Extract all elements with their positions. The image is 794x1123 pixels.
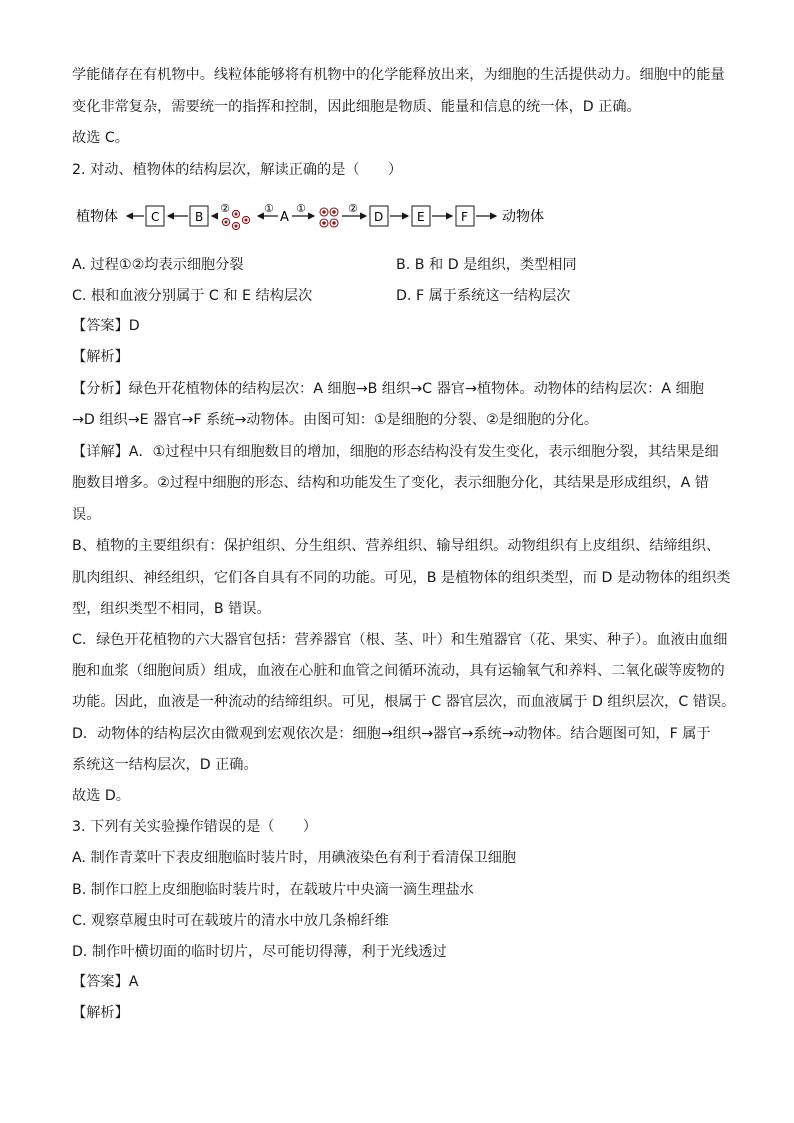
q2-fenxi-line-2: →D 组织→E 器官→F 系统→动物体。由图可知：①是细胞的分裂、②是细胞的分化。: [72, 412, 599, 428]
box-c-label: C: [151, 210, 160, 224]
q2-detail-c-line-2: 胞和血浆（细胞间质）组成，血液在心脏和血管之间循环流动，具有运输氧气和养料、二氧化碳等废物的: [72, 663, 725, 679]
q3-option-c: C. 观察草履虫时可在载玻片的清水中放几条棉纤维: [72, 913, 389, 929]
q2-detail-a-line-1: 【详解】A．①过程中只有细胞数目的增加，细胞的形态结构没有发生变化，表示细胞分裂，其结果是细: [72, 444, 719, 460]
q2-conclusion: 故选 D。: [72, 788, 130, 804]
step-1-right: ①: [296, 202, 306, 215]
box-e-label: E: [417, 210, 425, 224]
q2-option-c: C. 根和血液分别属于 C 和 E 结构层次: [72, 288, 313, 304]
intro-conclusion: 故选 C。: [72, 130, 129, 146]
step-2-left: ②: [220, 202, 230, 215]
q2-detail-b-line-2: 肌肉组织、神经组织，它们各自具有不同的功能。可见，B 是植物体的组织类型，而 D 是动物体的组织类: [72, 570, 731, 586]
divided-cells-right-icon: [320, 208, 338, 227]
q2-option-b: B. B 和 D 是组织，类型相同: [396, 257, 577, 273]
animal-label: 动物体: [502, 209, 544, 225]
step-1-left: ①: [264, 202, 274, 215]
plant-label: 植物体: [76, 209, 118, 225]
step-2-right: ②: [348, 202, 358, 215]
q2-fenxi-line-1: 【分析】绿色开花植物体的结构层次：A 细胞→B 组织→C 器官→植物体。动物体的结构层次：A 细胞: [72, 381, 704, 397]
q2-stem: 2. 对动、植物体的结构层次，解读正确的是（ ）: [72, 162, 403, 178]
q2-detail-a-line-2: 胞数目增多。②过程中细胞的形态、结构和功能发生了变化，表示细胞分化，其结果是形成组织，A 错: [72, 475, 709, 491]
q3-option-b: B. 制作口腔上皮细胞临时装片时，在载玻片中央滴一滴生理盐水: [72, 882, 474, 898]
box-b-label: B: [195, 210, 204, 224]
box-d-label: D: [374, 210, 384, 224]
q2-detail-d-line-1: D．动物体的结构层次由微观到宏观依次是：细胞→组织→器官→系统→动物体。结合题图可知，F 属于: [72, 726, 711, 742]
q2-detail-c-line-1: C．绿色开花植物的六大器官包括：营养器官（根、茎、叶）和生殖器官（花、果实、种子）。血液由血细: [72, 632, 728, 648]
q2-detail-c-line-3: 功能。因此，血液是一种流动的结缔组织。可见，根属于 C 器官层次，而血液属于 D 组织层次，C 错误。: [72, 694, 736, 710]
q2-detail-d-line-2: 系统这一结构层次，D 正确。: [72, 757, 258, 773]
q3-answer: 【答案】A: [72, 974, 139, 990]
q2-answer: 【答案】D: [72, 318, 140, 334]
box-f-label: F: [461, 210, 468, 224]
q3-analysis-heading: 【解析】: [72, 1005, 129, 1021]
q2-option-a: A. 过程①②均表示细胞分裂: [72, 257, 244, 273]
intro-line-1: 学能储存在有机物中。线粒体能够将有机物中的化学能释放出来，为细胞的生活提供动力。细胞中的能量: [72, 67, 725, 83]
intro-line-2: 变化非常复杂，需要统一的指挥和控制，因此细胞是物质、能量和信息的统一体，D 正确。: [72, 99, 641, 115]
structure-level-diagram: [72, 200, 592, 234]
q3-option-d: D. 制作叶横切面的临时切片，尽可能切得薄，利于光线透过: [72, 944, 447, 960]
q2-analysis-heading: 【解析】: [72, 349, 129, 365]
q2-detail-b-line-1: B、植物的主要组织有：保护组织、分生组织、营养组织、输导组织。动物组织有上皮组织、结缔组织、: [72, 538, 721, 554]
q2-detail-a-line-3: 误。: [72, 507, 101, 523]
q3-option-a: A. 制作青菜叶下表皮细胞临时装片时，用碘液染色有利于看清保卫细胞: [72, 850, 517, 866]
q3-stem: 3. 下列有关实验操作错误的是（ ）: [72, 819, 318, 835]
q2-option-d: D. F 属于系统这一结构层次: [396, 288, 571, 304]
cell-a-label: A: [280, 210, 289, 225]
q2-detail-b-line-3: 型，组织类型不相同，B 错误。: [72, 601, 271, 617]
